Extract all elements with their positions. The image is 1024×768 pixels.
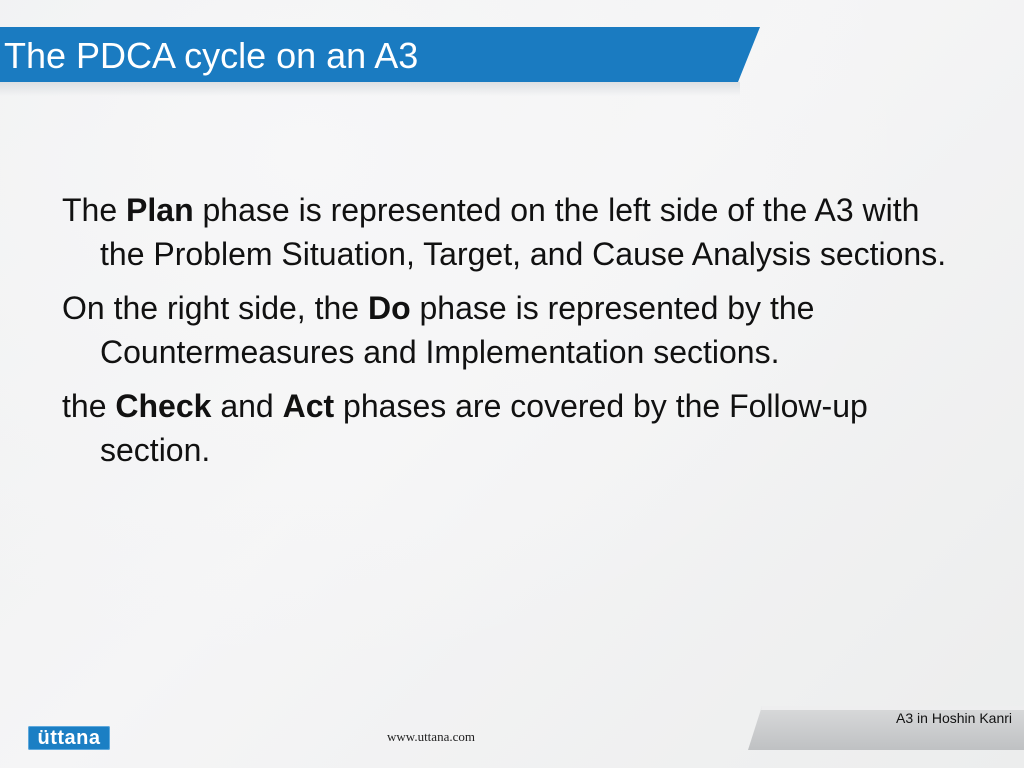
paragraph-do bbox=[62, 286, 962, 374]
paragraph-check-after: phases are covered by the Follow-up section. bbox=[100, 388, 868, 468]
uttana-logo bbox=[28, 726, 110, 750]
footer-tab-label: A3 in Hoshin Kanri bbox=[896, 710, 1012, 726]
paragraph-plan-before: The bbox=[62, 192, 127, 228]
slide-body bbox=[62, 188, 962, 482]
paragraph-do-bold: Do bbox=[367, 290, 411, 326]
paragraph-plan-bold: Plan bbox=[126, 192, 194, 228]
paragraph-act-bold: Act bbox=[282, 388, 335, 424]
footer-tab bbox=[748, 706, 1024, 750]
paragraph-do-after: phase is represented by the Countermeasures and Implementation sections. bbox=[100, 290, 815, 370]
footer-url: www.uttana.com bbox=[387, 729, 475, 744]
paragraph-check-before: the bbox=[62, 388, 116, 424]
title-banner-shadow bbox=[0, 82, 740, 96]
paragraph-check-act bbox=[62, 384, 962, 472]
slide-title: The PDCA cycle on an A3 bbox=[4, 35, 419, 76]
paragraph-do-before: On the right side, the bbox=[62, 290, 368, 326]
paragraph-check-middle: and bbox=[211, 388, 283, 424]
paragraph-plan-after: phase is represented on the left side of the A3 with the Problem Situation, Target, and Cause Analysis sections. bbox=[100, 192, 947, 272]
title-banner bbox=[0, 27, 760, 82]
logo-text: üttana bbox=[37, 727, 101, 749]
paragraph-plan bbox=[62, 188, 962, 276]
paragraph-check-bold: Check bbox=[115, 388, 212, 424]
